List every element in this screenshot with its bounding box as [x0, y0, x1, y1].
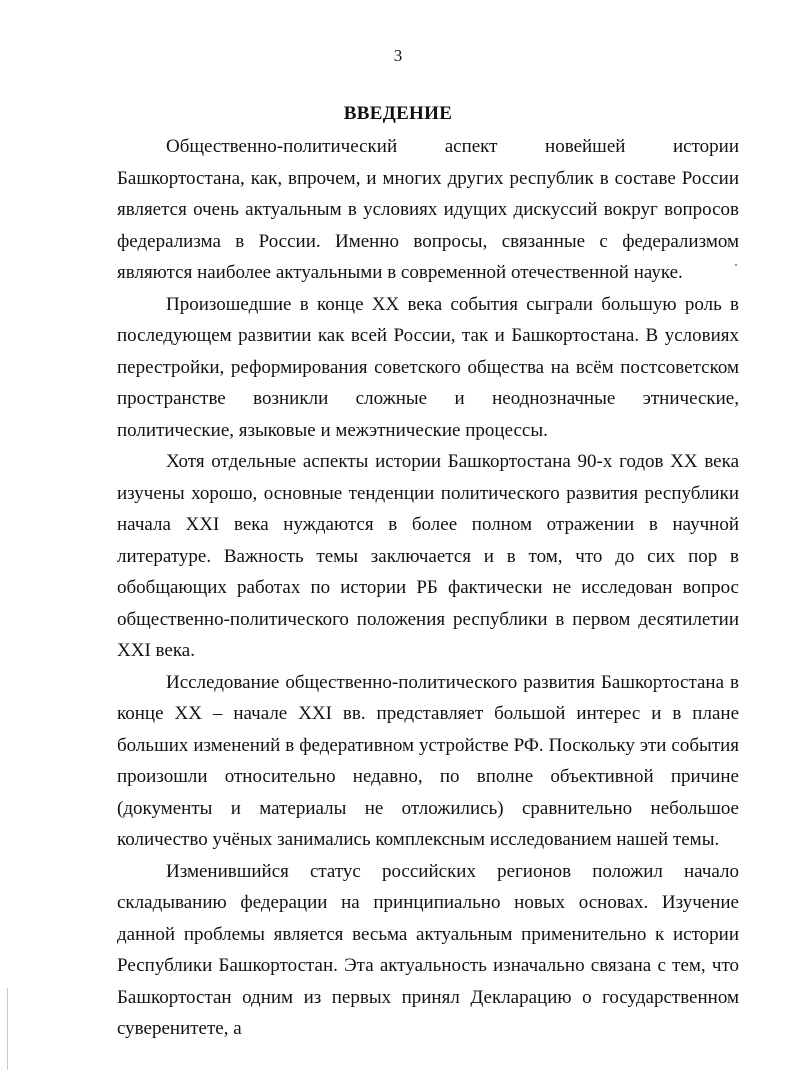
page-title: ВВЕДЕНИЕ — [343, 103, 453, 124]
paragraph-4: Исследование общественно-политического развития Башкортостана в конце XX – начале XXI вв. представляет большой интерес и в плане больших изменений в федеративном устройстве РФ. Поскольку эти события произошли относительно недавно, по вполне объективной причине (документы и материалы не отложились) сравнительно небольшое количество учёных занимались комплексным исследованием нашей темы. — [117, 671, 739, 850]
page-number: 3 — [393, 46, 403, 65]
paragraph-1: Общественно-политический аспект новейшей истории Башкортостана, как, впрочем, и многих других республик в составе России является очень актуальным в условиях идущих дискуссий вокруг вопросов федерализма в России. Именно вопросы, связанные с федерализмом являются наиболее актуальными в современной отечественной науке. — [117, 136, 739, 283]
scan-edge-line — [7, 988, 8, 1070]
paragraph-5: Изменившийся статус российских регионов положил начало складыванию федерации на принципиально новых основах. Изучение данной проблемы является весьма актуальным применительно к истории Республики Башкортостан. Эта актуальность изначально связана с тем, что Башкортостан одним из первых принял Декларацию о государственном суверенитете, а — [117, 860, 739, 1039]
paragraph-3: Хотя отдельные аспекты истории Башкортостана 90-х годов XX века изучены хорошо, основные тенденции политического развития республики начала XXI века нуждаются в более полном отражении в научной литературе. Важность темы заключается и в том, что до сих пор в обобщающих работах по истории РБ фактически не исследован вопрос общественно-политического положения республики в первом десятилетии XXI века. — [117, 451, 739, 661]
scan-speck — [735, 264, 737, 266]
body-text — [117, 131, 739, 1045]
paragraph-2: Произошедшие в конце XX века события сыграли большую роль в последующем развитии как всей России, так и Башкортостана. В условиях перестройки, реформирования советского общества на всём постсоветском пространстве возникли сложные и неоднозначные этнические, политические, языковые и межэтнические процессы. — [117, 293, 739, 441]
